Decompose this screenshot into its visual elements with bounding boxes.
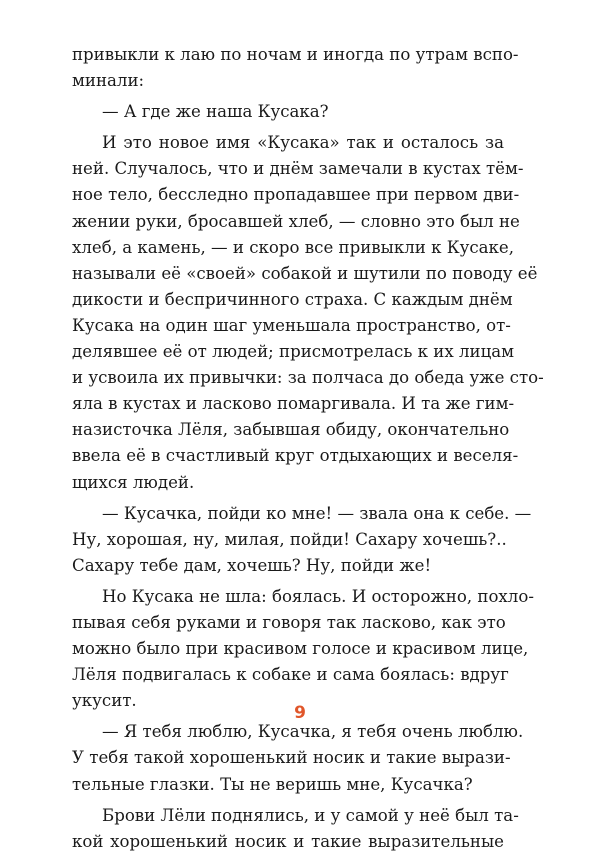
text-line: привыкли к лаю по ночам и иногда по утрам вспо- [72, 45, 519, 64]
text-line: хлеб, а камень, — и скоро все привыкли к Кусаке, [72, 237, 514, 257]
page-text [72, 42, 544, 855]
text-line: Но Кусака не шла: боялась. И осторожно, похло- [102, 586, 534, 606]
text-line: Кусака на один шаг уменьшала пространство, от- [72, 315, 511, 335]
text-line: называли её «своей» собакой и шутили по поводу её [72, 263, 538, 283]
text-line: яла в кустах и ласково помаргивала. И та же гим- [72, 394, 515, 414]
text-line: пывая себя руками и говоря так ласково, как это [72, 612, 506, 632]
text-line: кой хорошенький носик и такие выразительные [72, 831, 504, 851]
text-line: ней. Случалось, что и днём замечали в кустах тём- [72, 159, 524, 179]
text-line: назисточка Лёля, забывшая обиду, окончательно [72, 420, 510, 440]
text-line: — А где же наша Кусака? [102, 102, 329, 122]
text-line: — Я тебя люблю, Кусачка, я тебя очень люблю. [102, 722, 524, 742]
text-line: жении руки, бросавшей хлеб, — словно это был не [72, 211, 520, 231]
text-line: ное тело, бесследно пропадавшее при первом дви- [72, 185, 520, 205]
text-line: тельные глазки. Ты не веришь мне, Кусачка? [72, 774, 473, 794]
text-line: минали: [72, 71, 145, 91]
text-line: дикости и беспричинного страха. С каждым днём [72, 289, 513, 309]
text-line: и усвоила их привычки: за полчаса до обеда уже сто- [72, 368, 544, 388]
text-line: — Кусачка, пойди ко мне! — звала она к себе. — [102, 503, 532, 523]
text-line: укусит. [72, 691, 137, 711]
text-line: Лёля подвигалась к собаке и сама боялась: вдруг [72, 665, 509, 685]
text-line: делявшее её от людей; присмотрелась к их лицам [72, 342, 515, 362]
text-line: Брови Лёли поднялись, и у самой у неё был та- [102, 805, 519, 825]
text-line: щихся людей. [72, 472, 195, 492]
page-number: 9 [294, 703, 306, 723]
text-line: можно было при красивом голосе и красивом лице, [72, 639, 529, 659]
text-line: У тебя такой хорошенький носик и такие вырази- [72, 748, 511, 768]
text-line: ввела её в счастливый круг отдыхающих и веселя- [72, 446, 519, 466]
text-line: И это новое имя «Кусака» так и осталось за [102, 133, 504, 153]
text-line: Сахару тебе дам, хочешь? Ну, пойди же! [72, 555, 432, 575]
text-line: Ну, хорошая, ну, милая, пойди! Сахару хочешь?.. [72, 529, 507, 549]
